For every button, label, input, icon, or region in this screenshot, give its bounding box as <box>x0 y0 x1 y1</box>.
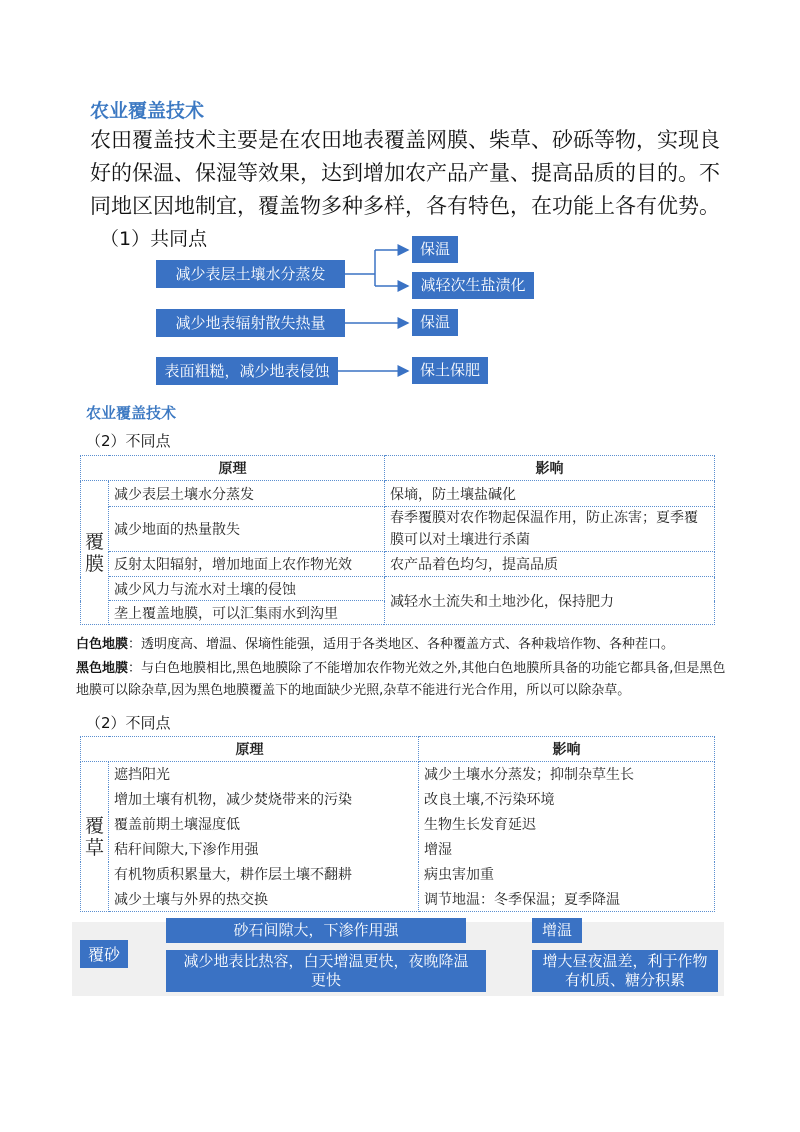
effect-cell: 改良土壤,不污染环境 <box>419 787 715 812</box>
straw-table <box>80 736 715 912</box>
principle-cell: 有机物质积累量大，耕作层土壤不翻耕 <box>109 862 419 887</box>
header-effect: 影响 <box>419 737 715 762</box>
effect-cell: 生物生长发育延迟 <box>419 812 715 837</box>
section2-title: 农业覆盖技术 <box>86 404 177 422</box>
effect-cell: 病虫害加重 <box>419 862 715 887</box>
principle-cell: 秸秆间隙大,下渗作用强 <box>109 837 419 862</box>
effect-box-3: 保温 <box>412 309 458 336</box>
table-row <box>81 862 715 887</box>
cause-box-1: 减少表层土壤水分蒸发 <box>156 260 345 288</box>
principle-cell: 增加土壤有机物，减少焚烧带来的污染 <box>109 787 419 812</box>
principle-cell: 覆盖前期土壤湿度低 <box>109 812 419 837</box>
subheading-common: （1）共同点 <box>100 228 208 250</box>
table-row <box>81 481 715 507</box>
table-header-row <box>81 456 715 481</box>
sand-cause-box-2: 减少地表比热容，白天增温更快，夜晚降温更快 <box>166 950 486 992</box>
principle-cell: 减少表层土壤水分蒸发 <box>109 481 385 507</box>
table-header-row <box>81 737 715 762</box>
principle-cell: 减少土壤与外界的热交换 <box>109 887 419 912</box>
film-table <box>80 455 715 625</box>
subheading-differences-straw: （2）不同点 <box>86 714 171 732</box>
note-black-film: 黑色地膜：与白色地膜相比,黑色地膜除了不能增加农作物光效之外,其他白色地膜所具备的功能它都具备,但是黑色地膜可以除杂草,因为黑色地膜覆盖下的地面缺少光照,杂草不能进行光合作用，所以可以除杂草。 <box>76 661 726 698</box>
principle-cell: 减少地面的热量散失 <box>109 507 385 552</box>
effect-box-1: 保温 <box>412 236 458 263</box>
sand-effect-box-1: 增温 <box>532 918 582 943</box>
table-row <box>81 837 715 862</box>
sand-cause-box-1: 砂石间隙大，下渗作用强 <box>166 918 466 943</box>
effect-cell: 调节地温：冬季保温；夏季降温 <box>419 887 715 912</box>
effect-cell: 增湿 <box>419 837 715 862</box>
effect-cell: 保墒，防土壤盐碱化 <box>385 481 715 507</box>
category-film: 覆膜 <box>81 481 109 625</box>
header-principle: 原理 <box>81 737 419 762</box>
sand-label-box: 覆砂 <box>80 940 128 968</box>
note-white-film: 白色地膜：透明度高、增温、保墒性能强，适用于各类地区、各种覆盖方式、各种栽培作物、各种茬口。 <box>76 637 675 652</box>
section-title: 农业覆盖技术 <box>90 100 205 122</box>
principle-cell: 遮挡阳光 <box>109 762 419 787</box>
sand-effect-box-2: 增大昼夜温差，利于作物有机质、糖分积累 <box>532 950 718 992</box>
effect-cell: 减轻水土流失和土地沙化，保持肥力 <box>385 577 715 625</box>
table-row <box>81 577 715 601</box>
header-principle: 原理 <box>81 456 385 481</box>
table-row <box>81 887 715 912</box>
effect-box-2: 减轻次生盐渍化 <box>412 272 534 299</box>
table-row <box>81 507 715 552</box>
cause-box-2: 减少地表辐射散失热量 <box>156 309 345 337</box>
principle-cell: 垄上覆盖地膜，可以汇集雨水到沟里 <box>109 601 385 625</box>
effect-cell: 农产品着色均匀，提高品质 <box>385 552 715 577</box>
intro-paragraph: 农田覆盖技术主要是在农田地表覆盖网膜、柴草、砂砾等物，实现良好的保温、保湿等效果，达到增加农产品产量、提高品质的目的。不同地区因地制宜，覆盖物多种多样，各有特色，在功能上各有优势。 <box>90 128 720 218</box>
effect-cell: 减少土壤水分蒸发；抑制杂草生长 <box>419 762 715 787</box>
cause-box-3: 表面粗糙，减少地表侵蚀 <box>156 357 338 385</box>
table-row <box>81 812 715 837</box>
effect-box-4: 保土保肥 <box>412 357 488 384</box>
effect-cell: 春季覆膜对农作物起保温作用，防止冻害；夏季覆膜可以对土壤进行杀菌 <box>385 507 715 552</box>
principle-cell: 减少风力与流水对土壤的侵蚀 <box>109 577 385 601</box>
table-row <box>81 787 715 812</box>
principle-cell: 反射太阳辐射，增加地面上农作物光效 <box>109 552 385 577</box>
table-row <box>81 552 715 577</box>
subheading-differences-film: （2）不同点 <box>86 432 171 450</box>
table-row <box>81 762 715 787</box>
category-straw: 覆草 <box>81 762 109 912</box>
header-effect: 影响 <box>385 456 715 481</box>
